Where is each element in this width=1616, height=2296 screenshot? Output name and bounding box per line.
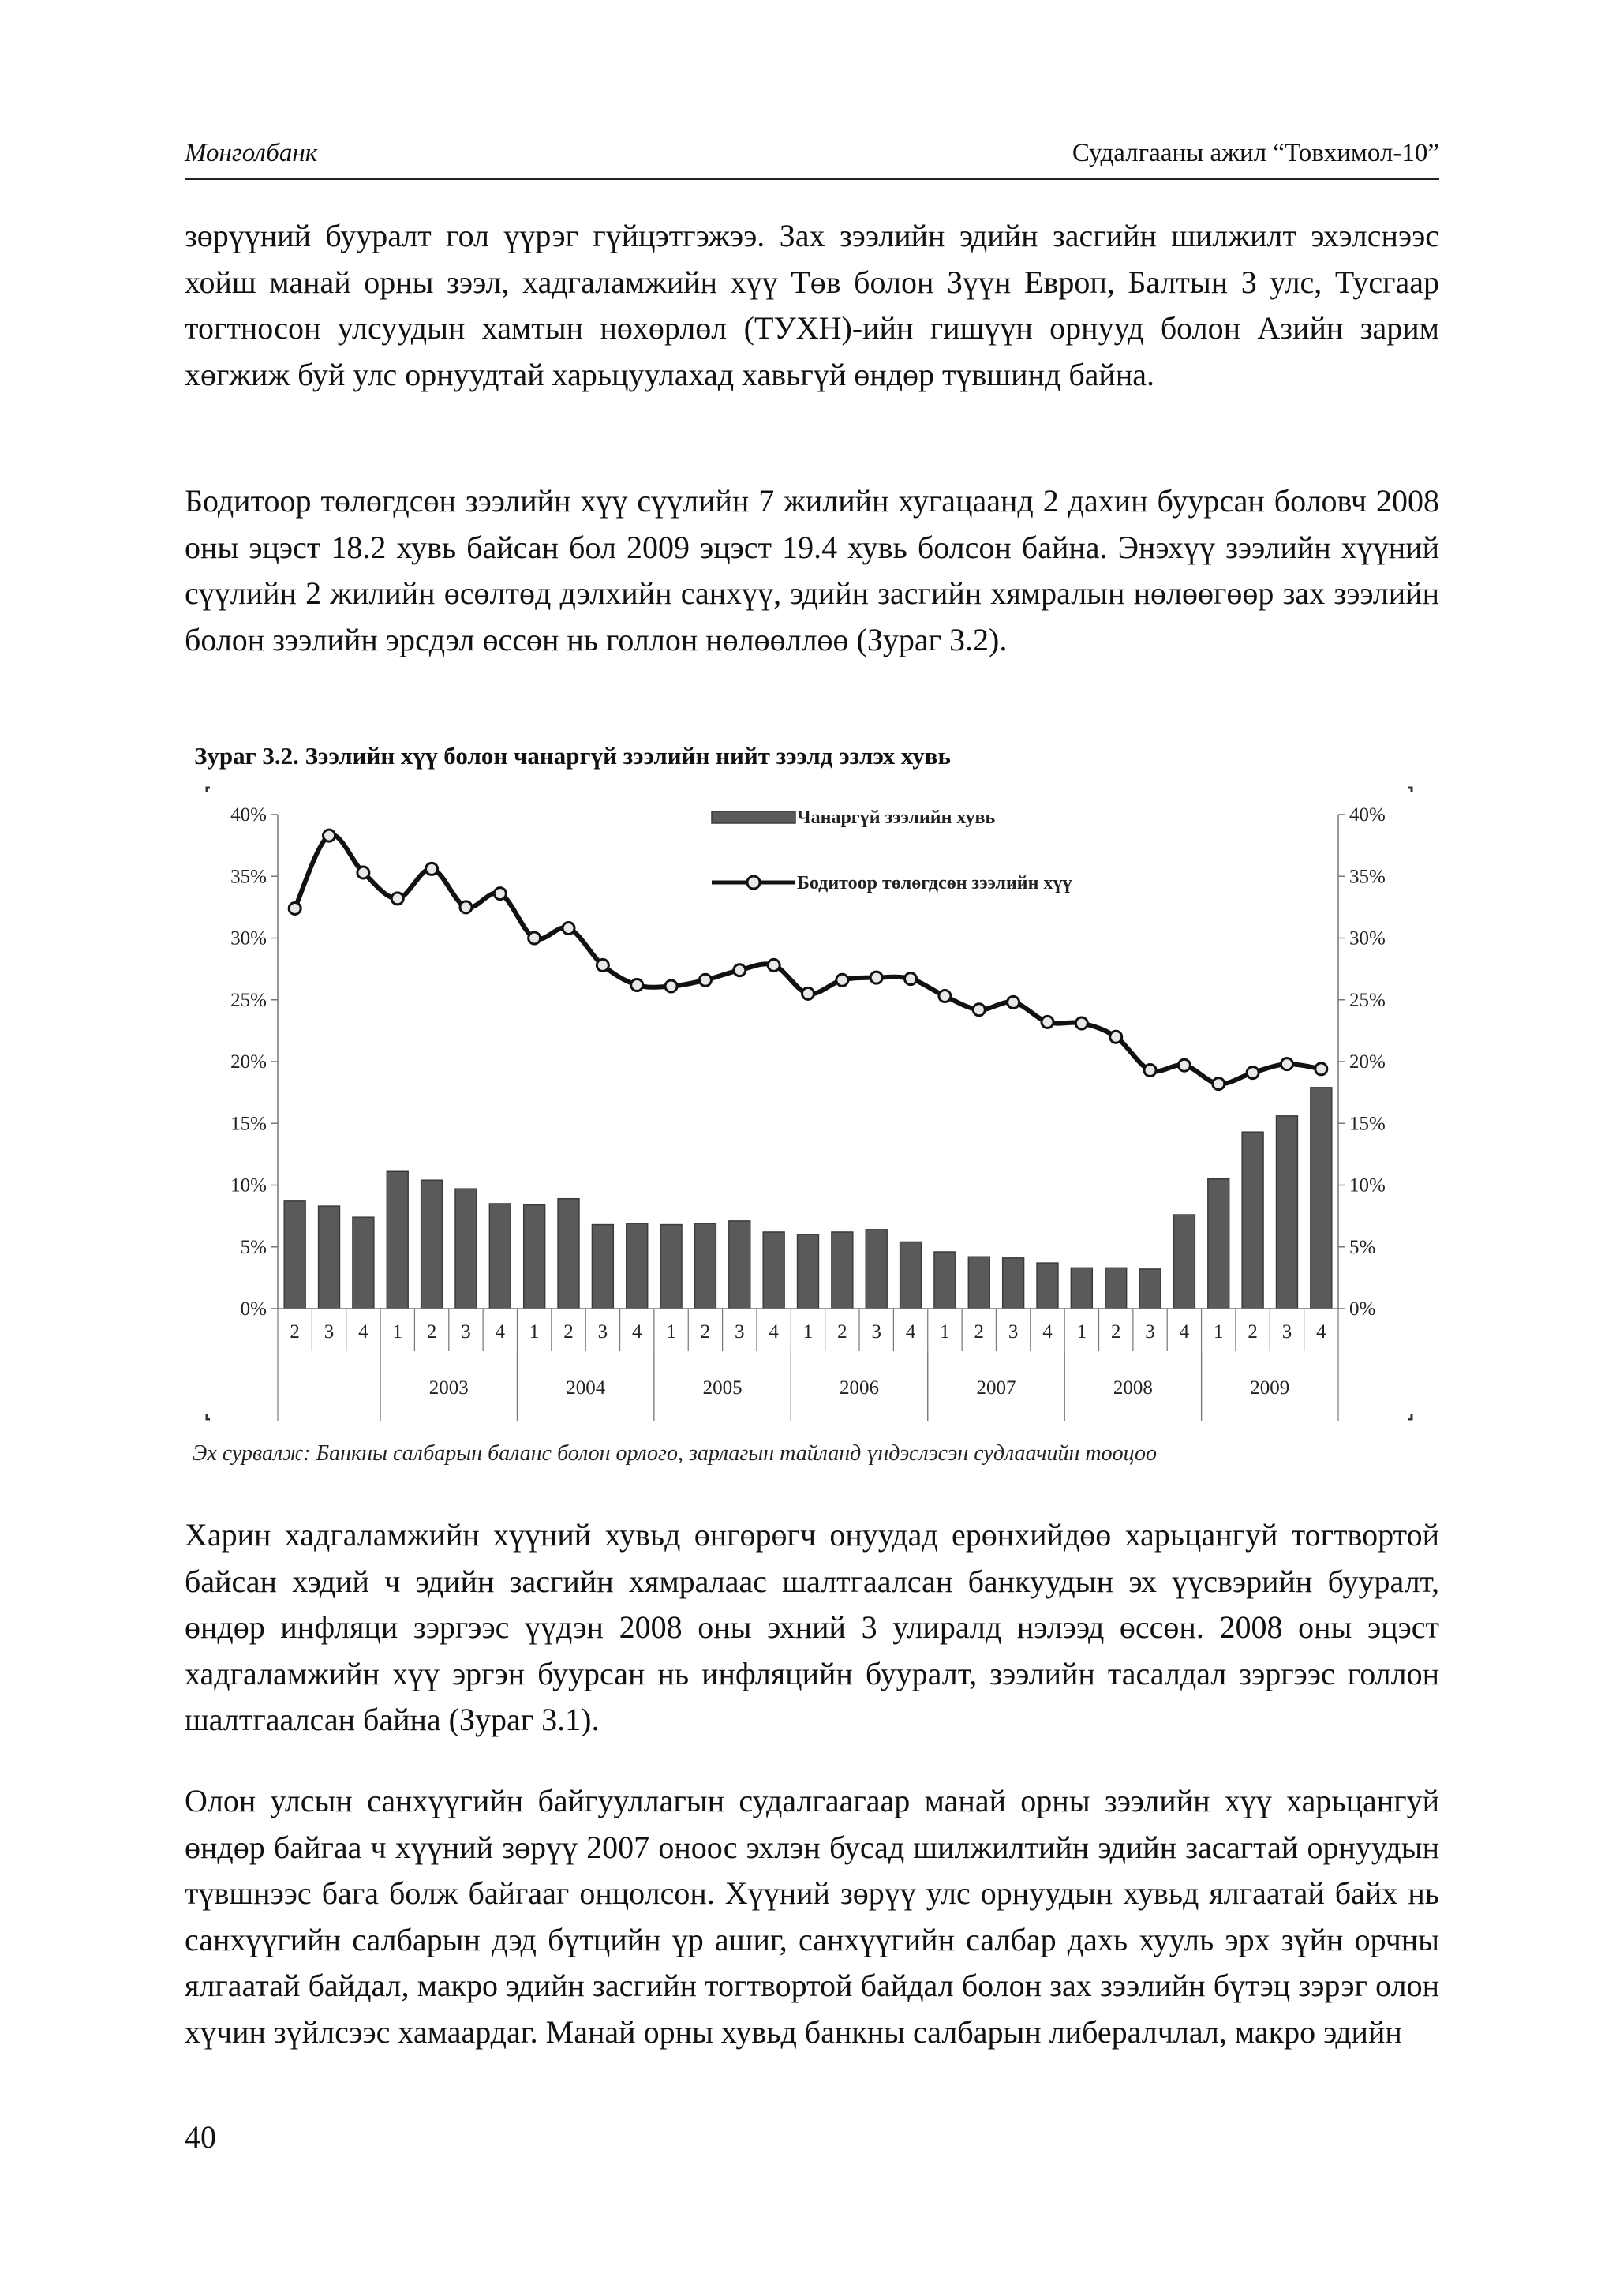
npl-bar (832, 1232, 853, 1309)
quarter-label: 1 (666, 1321, 676, 1343)
page-header (185, 139, 1439, 180)
header-publisher: Монголбанк (185, 139, 318, 167)
x-axis-category-table (278, 1309, 1338, 1421)
y-tick-label-right: 5% (1349, 1236, 1376, 1258)
legend-line-marker (747, 876, 760, 889)
interest-rate-point (1075, 1017, 1087, 1029)
frame-corner-4 (1408, 1414, 1412, 1419)
quarter-label: 3 (1145, 1321, 1155, 1343)
interest-rate-point (1178, 1059, 1190, 1071)
year-label: 2006 (840, 1377, 880, 1399)
quarter-label: 2 (974, 1321, 985, 1343)
y-tick-label-left: 30% (230, 927, 267, 949)
figure-source: Эх сурвалж: Банкны салбарын баланс болон орлого, зарлагын тайланд үндэслэсэн судлаачийн тооцоо (193, 1441, 1157, 1466)
npl-bar (1071, 1268, 1092, 1309)
year-label: 2007 (976, 1377, 1016, 1399)
npl-bar (592, 1225, 613, 1309)
interest-rate-point (1213, 1078, 1225, 1090)
npl-bar (934, 1252, 956, 1309)
legend-line-label: Бодитоор төлөгдсөн зээлийн хүү (797, 873, 1072, 893)
npl-bar (763, 1232, 784, 1309)
npl-bar (1139, 1269, 1161, 1309)
interest-rate-point (494, 888, 506, 900)
quarter-label: 4 (631, 1321, 642, 1343)
interest-rate-point (973, 1004, 985, 1016)
npl-bar (729, 1221, 750, 1309)
npl-bar (900, 1242, 922, 1309)
interest-rate-point (563, 922, 574, 934)
quarter-label: 4 (1042, 1321, 1053, 1343)
npl-bar (421, 1180, 443, 1309)
interest-rate-line-series (289, 830, 1327, 1090)
y-tick-label-right: 0% (1349, 1298, 1376, 1320)
npl-bar (627, 1223, 648, 1309)
npl-bar (489, 1204, 511, 1309)
interest-rate-point (870, 972, 882, 983)
npl-bar (353, 1217, 374, 1309)
interest-rate-point (391, 893, 403, 905)
y-tick-label-left: 0% (240, 1298, 267, 1320)
year-label: 2004 (566, 1377, 606, 1399)
interest-rate-point (357, 867, 369, 878)
interest-rate-point (1042, 1016, 1053, 1028)
quarter-label: 1 (529, 1321, 540, 1343)
npl-bar (660, 1225, 682, 1309)
legend-bar-label: Чанаргүй зээлийн хувь (797, 807, 996, 828)
npl-bar (1037, 1263, 1058, 1309)
legend-bar-swatch (712, 811, 795, 823)
body-paragraph-2: Бодитоор төлөгдсөн зээлийн хүү сүүлийн 7 жилийн хугацаанд 2 дахин буурсан боловч 2008 оны эцэст 18.2 хувь байсан бол 2009 эцэст 19.4 хувь болсон байна. Энэхүү зээлийн хүүний сүүлийн 2 жилийн өсөлтөд дэлхийн санхүү, эдийн засгийн хямралын нөлөөгөөр зах зээлийн болон зээлийн эрсдэл өссөн нь голлон нөлөөллөө (Зураг 3.2). (185, 483, 1439, 657)
interest-rate-point (768, 959, 780, 971)
y-tick-label-right: 25% (1349, 989, 1386, 1011)
interest-rate-point (734, 964, 746, 976)
header-series-title: Судалгааны ажил “Товхимол-10” (1072, 139, 1439, 167)
quarter-label: 3 (735, 1321, 745, 1343)
interest-rate-point (1008, 996, 1019, 1008)
interest-rate-point (699, 974, 711, 986)
interest-rate-point (665, 980, 677, 992)
interest-rate-point (1281, 1058, 1292, 1070)
npl-bar (1311, 1088, 1332, 1309)
y-tick-label-left: 15% (230, 1113, 267, 1135)
npl-bar-series (284, 1088, 1332, 1309)
y-tick-label-right: 35% (1349, 866, 1386, 888)
quarter-label: 3 (1008, 1321, 1019, 1343)
interest-rate-point (1110, 1031, 1122, 1043)
frame-corner-1 (207, 788, 210, 792)
y-tick-label-left: 40% (230, 804, 267, 826)
npl-bar (524, 1205, 545, 1309)
quarter-label: 3 (597, 1321, 608, 1343)
body-paragraph-3: Харин хадгаламжийн хүүний хувьд өнгөрөгч онуудад ерөнхийдөө харьцангуй тогтвортой байсан хэдий ч эдийн засгийн хямралаас шалтгаалсан банкуудын эх үүсвэрийн бууралт, өндөр инфляци зэргээс үүдэн 2008 оны эхний 3 улиралд нэлээд өссөн. 2008 оны эцэст хадгаламжийн хүү эргэн буурсан нь инфляцийн бууралт, зээлийн тасалдал зэргээс голлон шалтгаалсан байна (Зураг 3.1). (185, 1517, 1439, 1737)
chart-legend (712, 807, 1072, 893)
quarter-label: 4 (358, 1321, 368, 1343)
y-tick-label-right: 10% (1349, 1174, 1386, 1197)
interest-rate-point (1144, 1064, 1156, 1076)
year-label: 2005 (702, 1377, 743, 1399)
quarter-label: 2 (837, 1321, 847, 1343)
year-label: 2009 (1250, 1377, 1290, 1399)
quarter-label: 1 (1076, 1321, 1087, 1343)
interest-rate-point (529, 932, 541, 944)
y-tick-label-left: 35% (230, 866, 267, 888)
interest-rate-point (324, 830, 335, 841)
quarter-label: 3 (324, 1321, 335, 1343)
y-tick-label-right: 15% (1349, 1113, 1386, 1135)
interest-rate-point (289, 902, 301, 914)
npl-bar (866, 1230, 887, 1309)
quarter-label: 4 (905, 1321, 916, 1343)
npl-bar (1105, 1268, 1127, 1309)
npl-bar (387, 1171, 408, 1309)
npl-bar (694, 1223, 716, 1309)
npl-bar (558, 1199, 579, 1309)
y-tick-label-right: 20% (1349, 1051, 1386, 1073)
y-tick-label-left: 5% (240, 1236, 267, 1258)
npl-bar (968, 1257, 989, 1309)
page-number: 40 (185, 2119, 216, 2155)
quarter-label: 4 (769, 1321, 779, 1343)
quarter-label: 1 (940, 1321, 950, 1343)
interest-rate-point (939, 991, 951, 1002)
quarter-label: 2 (1248, 1321, 1258, 1343)
interest-rate-point (905, 973, 917, 985)
quarter-label: 1 (392, 1321, 402, 1343)
quarter-label: 3 (1281, 1321, 1292, 1343)
interest-rate-point (802, 987, 814, 999)
y-tick-label-left: 20% (230, 1051, 267, 1073)
body-paragraph-4: Олон улсын санхүүгийн байгууллагын судалгаагаар манай орны зээлийн хүү харьцангуй өндөр байгаа ч хүүний зөрүү 2007 оноос эхлэн бусад шилжилтийн эдийн засагтай орнуудын түвшнээс бага болж байгааг онцолсон. Хүүний зөрүү улс орнуудын хувьд ялгаатай байх нь санхүүгийн салбарын дэд бүтцийн үр ашиг, санхүүгийн салбар дахь хууль эрх зүйн орчны ялгаатай байдал, макро эдийн засгийн тогтвортой байдал болон зах зээлийн бүтэц зэрэг олон хүчин зүйлсээс хамаардаг. Манай орны хувьд банкны салбарын либералчлал, макро эдийн (185, 1783, 1439, 2050)
interest-rate-point (460, 901, 472, 913)
interest-rate-point (1247, 1067, 1259, 1079)
frame-corner-3 (207, 1414, 210, 1419)
npl-bar (1277, 1116, 1298, 1309)
quarter-label: 1 (1214, 1321, 1224, 1343)
figure-title: Зураг 3.2. Зээлийн хүү болон чанаргүй зээлийн нийт зээлд эзлэх хувь (194, 742, 951, 770)
quarter-label: 4 (1179, 1321, 1190, 1343)
quarter-label: 2 (290, 1321, 300, 1343)
interest-npl-chart (193, 781, 1439, 1436)
body-paragraph-1: зөрүүний бууралт гол үүрэг гүйцэтгэжээ. Зах зээлийн эдийн засгийн шилжилт эхэлснээс хойш манай орны зээл, хадгаламжийн хүү Төв болон Зүүн Европ, Балтын 3 улс, Тусгаар тогтносон улсуудын хамтын нөхөрлөл (ТУХН)-ийн гишүүн орнууд болон Азийн зарим хөгжиж буй улс орнуудтай харьцуулахад хавьгүй өндөр түвшинд байна. (185, 218, 1439, 392)
npl-bar (1208, 1179, 1229, 1309)
year-label: 2008 (1113, 1377, 1153, 1399)
interest-rate-point (597, 959, 608, 971)
npl-bar (319, 1206, 340, 1309)
npl-bar (1003, 1258, 1024, 1309)
quarter-label: 2 (426, 1321, 437, 1343)
header-divider (185, 178, 1439, 180)
y-tick-label-left: 10% (230, 1174, 267, 1197)
frame-corner-2 (1408, 788, 1412, 792)
y-tick-label-right: 40% (1349, 804, 1386, 826)
npl-bar (1242, 1132, 1263, 1309)
quarter-label: 2 (563, 1321, 574, 1343)
quarter-label: 4 (1316, 1321, 1326, 1343)
quarter-label: 1 (802, 1321, 814, 1343)
npl-bar (284, 1201, 305, 1309)
npl-bar (1173, 1215, 1195, 1309)
interest-rate-point (426, 863, 438, 875)
quarter-label: 3 (871, 1321, 881, 1343)
interest-rate-point (836, 974, 848, 986)
npl-bar (798, 1234, 819, 1309)
npl-bar (455, 1189, 477, 1309)
year-label: 2003 (428, 1377, 469, 1399)
quarter-label: 4 (495, 1321, 506, 1343)
y-axis-right (1338, 804, 1386, 1320)
quarter-label: 3 (461, 1321, 471, 1343)
quarter-label: 2 (700, 1321, 711, 1343)
y-tick-label-left: 25% (230, 989, 267, 1011)
interest-rate-point (631, 979, 643, 991)
interest-rate-point (1315, 1063, 1327, 1075)
quarter-label: 2 (1110, 1321, 1121, 1343)
y-axis-left (230, 804, 278, 1320)
y-tick-label-right: 30% (1349, 927, 1386, 949)
